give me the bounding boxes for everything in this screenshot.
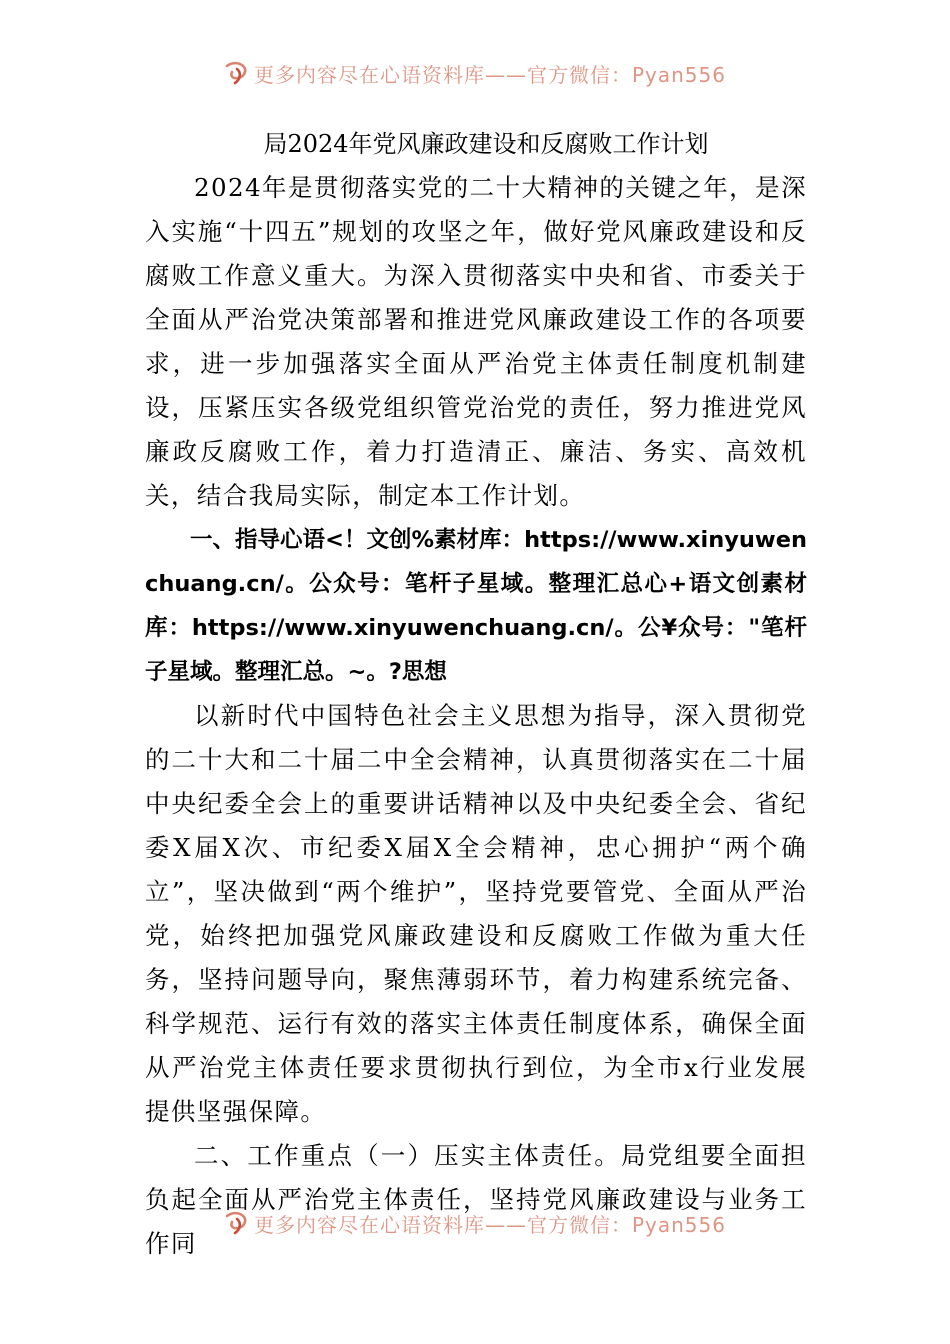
watermark-logo-icon xyxy=(224,60,250,86)
paragraph-work-focus: 二、工作重点（一）压实主体责任。局党组要全面担负起全面从严治党主体责任，坚持党风廉政建设与业务工作同 xyxy=(145,1141,807,1258)
paragraph-guiding-ideology: 以新时代中国特色社会主义思想为指导，深入贯彻党的二十大和二十届二中全会精神，认真贯彻落实在二十届中央纪委全会上的重要讲话精神以及中央纪委全会、省纪委X届X次、市纪委X届X全会精神，忠心拥护“两个确立”，坚决做到“两个维护”，坚持党要管党、全面从严治党，始终把加强党风廉政建设和反腐败工作做为重大任务，坚持问题导向，聚焦薄弱环节，着力构建系统完备、科学规范、运行有效的落实主体责任制度体系，确保全面从严治党主体责任要求贯彻执行到位，为全市x行业发展提供坚强保障。 xyxy=(145,701,807,1126)
watermark-text: 更多内容尽在心语资料库——官方微信：Pyan556 xyxy=(253,1212,726,1237)
watermark-footer xyxy=(0,1203,950,1243)
watermark-header xyxy=(0,53,950,93)
watermark-logo-icon xyxy=(224,1210,250,1236)
document-body xyxy=(145,122,807,1266)
watermark-text: 更多内容尽在心语资料库——官方微信：Pyan556 xyxy=(253,62,726,87)
section-heading-guiding-ideology: 一、指导心语<！文创%素材库：https://www.xinyuwenchuang.cn/。公众号：笔杆子星域。整理汇总心+语文创素材库：https://www.xinyuwenchuang.cn/。公¥众号："笔杆子星域。整理汇总。~。?思想 xyxy=(145,527,807,685)
document-title: 局2024年党风廉政建设和反腐败工作计划 xyxy=(263,130,709,158)
paragraph-intro: 2024年是贯彻落实党的二十大精神的关键之年，是深入实施“十四五”规划的攻坚之年，做好党风廉政建设和反腐败工作意义重大。为深入贯彻落实中央和省、市委关于全面从严治党决策部署和推进党风廉政建设工作的各项要求，进一步加强落实全面从严治党主体责任制度机制建设，压紧压实各级党组织管党治党的责任，努力推进党风廉政反腐败工作，着力打造清正、廉洁、务实、高效机关，结合我局实际，制定本工作计划。 xyxy=(145,173,807,510)
